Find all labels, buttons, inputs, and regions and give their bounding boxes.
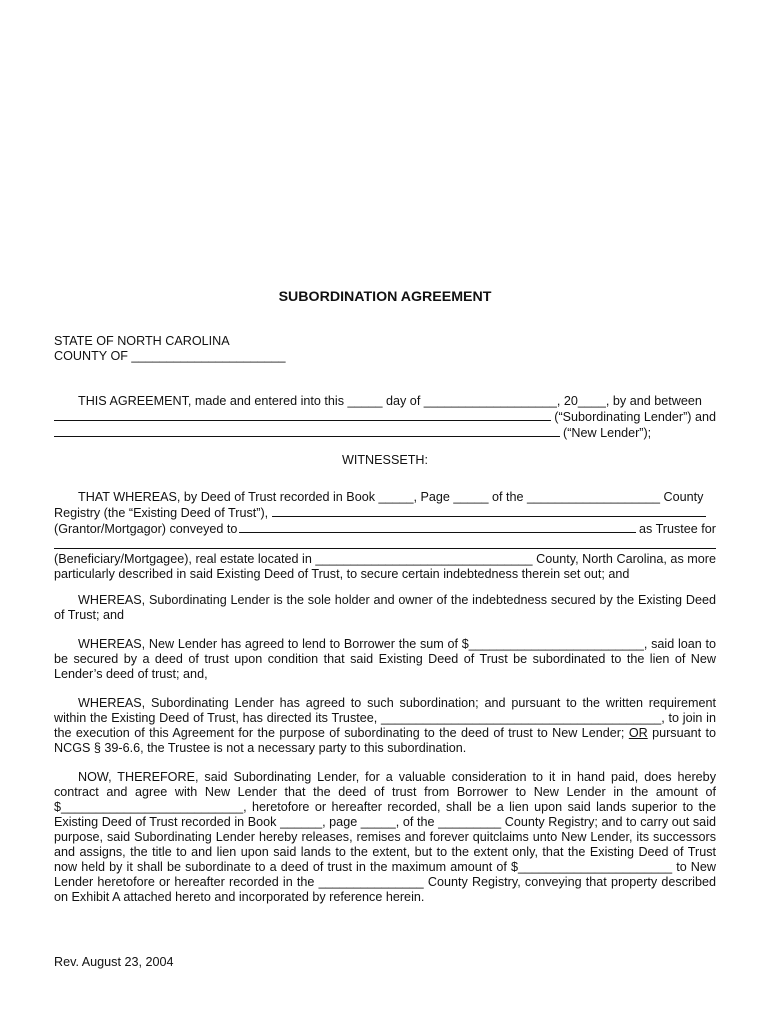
trustee-blank[interactable]: [239, 521, 636, 533]
county-line: COUNTY OF ______________________: [54, 349, 286, 363]
witnesseth-heading: WITNESSETH:: [341, 453, 429, 467]
new-lender-row: [54, 425, 716, 441]
agreement-paragraph: [54, 394, 716, 441]
document-page: [54, 0, 716, 1024]
grantor-label: (Grantor/Mortgagor) conveyed to: [54, 522, 238, 536]
venue-block: [54, 334, 286, 364]
subordinating-lender-row: [54, 409, 716, 425]
document-title: SUBORDINATION AGREEMENT: [278, 289, 492, 305]
registry-row: [54, 505, 716, 521]
whereas-trustee-text: [54, 696, 716, 756]
whereas-deed-line1: THAT WHEREAS, by Deed of Trust recorded in Book _____, Page _____ of the ___________________ County: [78, 490, 704, 504]
trustee-label: as Trustee for: [639, 522, 716, 536]
registry-label: Registry (the “Existing Deed of Trust”),: [54, 506, 269, 520]
registry-blank[interactable]: [272, 505, 706, 517]
new-lender-label: (“New Lender”);: [563, 426, 652, 440]
whereas-trustee-paragraph: [54, 696, 716, 756]
new-lender-blank[interactable]: [54, 425, 560, 437]
whereas-deed-paragraph: [54, 490, 716, 582]
subordinating-lender-blank[interactable]: [54, 409, 551, 421]
revision-date: Rev. August 23, 2004: [54, 955, 174, 969]
whereas-holder-paragraph: [54, 593, 716, 623]
agreement-line: THIS AGREEMENT, made and entered into this _____ day of ___________________, 20____, by and between: [78, 394, 702, 408]
beneficiary-row: [54, 537, 716, 552]
subordinating-lender-label: (“Subordinating Lender”) and: [554, 410, 716, 424]
now-therefore-text: NOW, THEREFORE, said Subordinating Lender, for a valuable consideration to it in hand paid, does hereby contract and agree with New Lender that the deed of trust from Borrower to New Lender in the amount of $__________________________, heretofore or hereafter recorded, shall be a lien upon said lands superior to the Existing Deed of Trust recorded in Book ______, page _____, of the _________ County Registry; and to carry out said purpose, said Subordinating Lender hereby releases, remises and forever quitclaims unto New Lender, its successors and assigns, the title to and lien upon said lands to the extent, but to the extent only, that the Existing Deed of Trust now held by it shall be subordinate to a deed of trust in the maximum amount of $______________________ to New Lender heretofore or hereafter recorded in the _______________ County Registry, conveying that property described on Exhibit A attached hereto and incorporated by reference herein.: [54, 770, 716, 904]
whereas-trustee-after: pursuant to NCGS § 39-6.6, the Trustee is not a necessary party to this subordination.: [54, 726, 717, 755]
whereas-trustee-before: WHEREAS, Subordinating Lender has agreed to such subordination; and pursuant to the written requirement within the Existing Deed of Trust, has directed its Trustee, ________________________________________, to join in the execution of this Agreement for the purpose of subordinating to the deed of trust to New Lender;: [54, 696, 716, 740]
now-therefore-paragraph: [54, 770, 716, 905]
or-underlined: OR: [628, 726, 648, 740]
whereas-loan-paragraph: [54, 637, 716, 682]
whereas-deed-line4: (Beneficiary/Mortgagee), real estate located in _______________________________ County, North Carolina, as more particularly described in said Existing Deed of Trust, to secure certain indebtedness therein set out; and: [54, 552, 716, 581]
state-line: STATE OF NORTH CAROLINA: [54, 334, 230, 348]
trustee-row: [54, 521, 716, 537]
beneficiary-blank[interactable]: [54, 537, 716, 549]
whereas-loan-text: WHEREAS, New Lender has agreed to lend to Borrower the sum of $_________________________, said loan to be secured by a deed of trust upon condition that said Existing Deed of Trust be subordinated to the lien of New Lender’s deed of trust; and,: [54, 637, 716, 681]
whereas-holder-text: WHEREAS, Subordinating Lender is the sole holder and owner of the indebtedness secured by the Existing Deed of Trust; and: [54, 593, 716, 622]
